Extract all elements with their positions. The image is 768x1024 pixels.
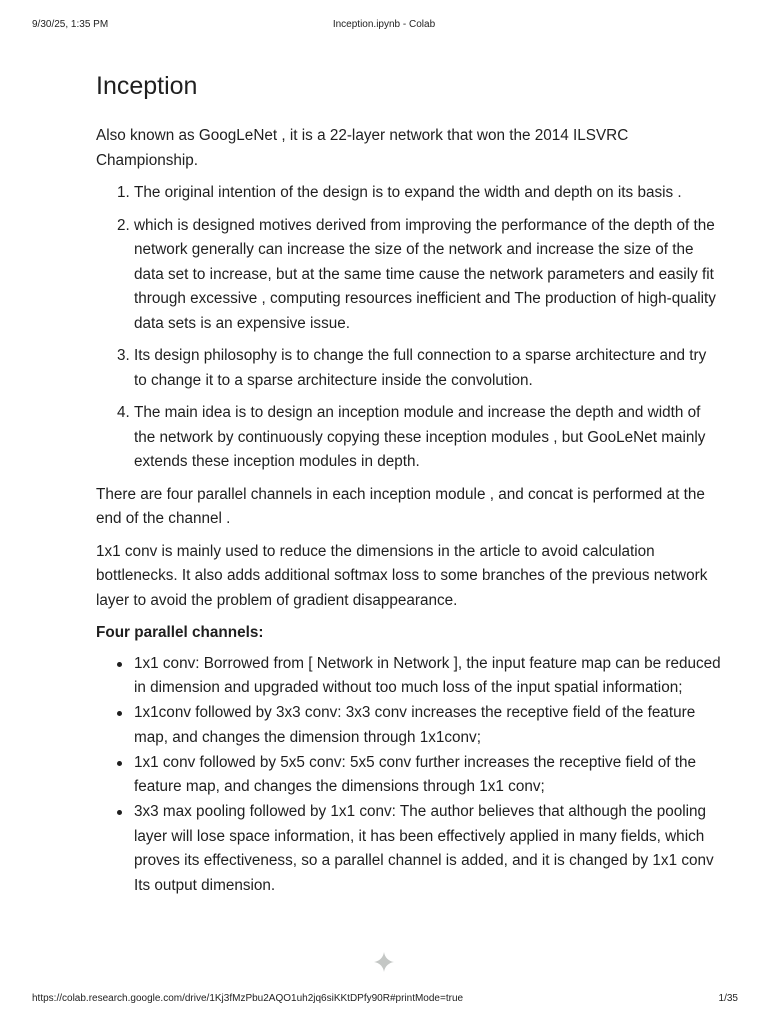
print-header <box>0 0 768 30</box>
list-item <box>134 800 722 898</box>
bullet-icon <box>117 711 122 716</box>
notebook-text-cell <box>96 66 722 899</box>
list-item: 4. The main idea is to design an inception module and increase the depth and width of the network by continuously copying these inception modules , but GooLeNet mainly extends these inception modules in depth. <box>134 401 722 475</box>
print-datetime: 9/30/25, 1:35 PM <box>32 19 109 30</box>
print-url: https://colab.research.google.com/drive/1Kj3fMzPbu2AQO1uh2jq6siKKtDPfy90R#printMode=true <box>32 993 464 1004</box>
bullet-icon <box>117 761 122 766</box>
print-page-title: Inception.ipynb - Colab <box>332 19 436 30</box>
bullet-icon <box>117 810 122 815</box>
list-item-text: 1x1conv followed by 3x3 conv: 3x3 conv increases the receptive field of the feature map, and changes the dimension through 1x1conv; <box>134 704 696 746</box>
channels-paragraph: There are four parallel channels in each inception module , and concat is performed at the end of the channel . <box>96 485 705 527</box>
intro-paragraph: Also known as GoogLeNet , it is a 22-layer network that won the 2014 ILSVRC Championship. <box>96 127 629 169</box>
list-item: 1. The original intention of the design is to expand the width and depth on its basis . <box>134 181 722 206</box>
page-number: 1/35 <box>718 993 738 1004</box>
bullet-icon <box>117 662 122 667</box>
document-title: Inception <box>96 72 198 100</box>
list-item <box>134 652 722 701</box>
list-item: 3. Its design philosophy is to change the full connection to a sparse architecture and try to change it to a sparse architecture inside the convolution. <box>134 344 722 393</box>
list-item-text: 1x1 conv: Borrowed from [ Network in Network ], the input feature map can be reduced in dimension and upgraded without too much loss of the input spatial information; <box>134 654 721 696</box>
list-item <box>134 751 722 800</box>
section-subheading: Four parallel channels: <box>96 624 264 641</box>
print-footer <box>0 992 768 1008</box>
list-item: 2. which is designed motives derived from improving the performance of the depth of the network generally can increase the size of the network and increase the size of the data set to increase, but at the same time cause the network parameters and easily fit through excessive , computing resources inefficient and The production of high-quality data sets is an expensive issue. <box>134 214 722 337</box>
list-item-text: 3x3 max pooling followed by 1x1 conv: The author believes that although the pooling layer will lose space information, it has been effectively applied in many fields, which proves its effectiveness, so a parallel channel is added, and it is changed by 1x1 conv Its output dimension. <box>134 803 714 894</box>
conv-paragraph: 1x1 conv is mainly used to reduce the dimensions in the article to avoid calculation bottlenecks. It also adds additional softmax loss to some branches of the previous network layer to avoid the problem of gradient disappearance. <box>96 542 708 609</box>
list-item-text: 1x1 conv followed by 5x5 conv: 5x5 conv further increases the receptive field of the feature map, and changes the dimensions through 1x1 conv; <box>134 753 697 795</box>
channels-list <box>96 652 722 899</box>
sparkle-icon <box>374 952 394 972</box>
list-item <box>134 701 722 750</box>
design-points-list <box>96 181 722 475</box>
